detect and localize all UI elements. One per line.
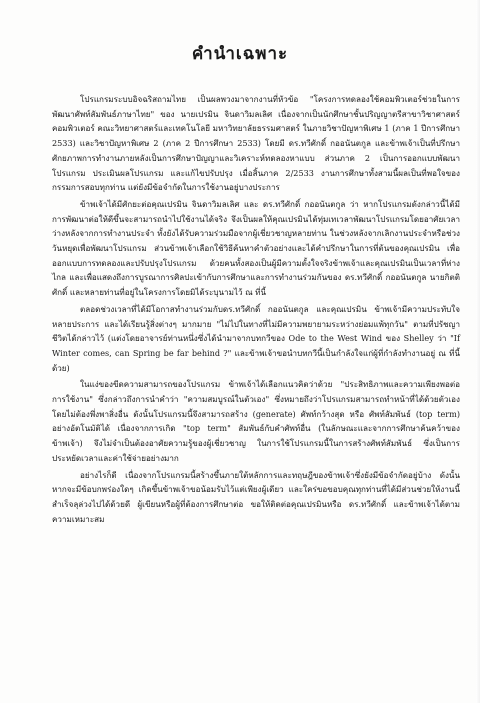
body-text xyxy=(52,92,460,526)
paragraph-5: อย่างไรก็ดี เนื่องจากโปรแกรมนี้สร้างขึ้นภายใต้หลักการและทฤษฎีของข้าพเจ้าซึ่งยังมีข้อจำกัดอยู่บ้าง ดังนั้น หากจะมีข้อบกพร่องใดๆ เกิดขึ้นข้าพเจ้าขอน้อมรับไว้แต่เพียงผู้เดียว และใคร่ขอขอบคุณทุกท่านที่ได้มีส่วนช่วยให้งานนี้สำเร็จลุล่วงไปได้ด้วยดี ผู้เขียนหรือผู้ที่ต้องการศึกษาต่อ ขอให้ติดต่อคุณเปรมินหรือ ดร.ทวีศักดิ์ และข้าพเจ้าได้ตามความเหมาะสม xyxy=(52,469,460,524)
paragraph-4: ในแง่ของขีดความสามารถของโปรแกรม ข้าพเจ้าได้เลือกแนวคิดว่าด้วย "ประสิทธิภาพและความเพียงพอต่อการใช้งาน" ซึ่งกล่าวถึงการนำคำว่า "ความสมบูรณ์ในตัวเอง" ซึ่งหมายถึงว่าโปรแกรมสามารถทำหน้าที่ได้ด้วยตัวเอง โดยไม่ต้องพึ่งพาสิ่งอื่น ดังนั้นโปรแกรมนี้จึงสามารถสร้าง (generate) ศัพท์กว้างสุด หรือ ศัพท์สัมพันธ์ (top term) อย่างอัตโนมัติได้ เนื่องจากการเกิด "top term" สัมพันธ์กับคำศัพท์อื่น (ในลักษณะและจากการศึกษาค้นคว้าของข้าพเจ้า) จึงไม่จำเป็นต้องอาศัยความรู้ของผู้เชี่ยวชาญ ในการใช้โปรแกรมนี้ในการสร้างศัพท์สัมพันธ์ ซึ่งเป็นการประหยัดเวลาและค่าใช้จ่ายอย่างมาก xyxy=(52,379,460,463)
scan-edge xyxy=(476,0,480,703)
paragraph-3: ตลอดช่วงเวลาที่ได้มีโอกาสทำงานร่วมกับดร.ทวีศักดิ์ กออนันตกูล และคุณเปรมิน ข้าพเจ้ามีความประทับใจหลายประการ และได้เรียนรู้สิ่งต่างๆ มากมาย "ไม่ไปในทางที่ไม่มีความพยายามระหว่างย่อมแพ้ทุกวัน" ตามที่ปรัชญาชีวิตได้กล่าวไว้ (แต่งโดยอาจารย์ท่านหนึ่งซึ่งได้นำมาจากบทกวีของ Ode to the West Wind ของ Shelley ว่า "If Winter comes, can Spring be far behind ?" และข้าพเจ้าขอนำบทกวีนี้เป็นกำลังใจแก่ผู้ที่กำลังทำงานอยู่ ณ ที่นี้ด้วย) xyxy=(52,303,460,373)
paragraph-1: โปรแกรมระบบอิจฉริสถามไทย เป็นผลพวงมาจากงานที่หัวข้อ "โครงการทดลองใช้คอมพิวเตอร์ช่วยในการพัฒนาศัพท์สัมพันธ์ภาษาไทย" ของ นายเปรมิน จินดาวิมลเลิศ เนื่องจากเป็นนักศึกษาชั้นปริญญาตรีสาขาวิชาศาสตร์คอมพิวเตอร์ คณะวิทยาศาสตร์และเทคโนโลยี มหาวิทยาลัยธรรมศาสตร์ ในภายวิชาปัญหาพิเศษ 1 (ภาค 1 ปีการศึกษา 2533) และวิชาปัญหาพิเศษ 2 (ภาค 2 ปีการศึกษา 2533) โดยมี ดร.ทวีศักดิ์ กออนันตกูล และข้าพเจ้าเป็นที่ปรึกษา ศักยภาพการทำงานภายหลังเป็นการศึกษาปัญญาและวิเคราะห์ทดลองหาแบบ ส่วนภาค 2 เป็นการออกแบบพัฒนาโปรแกรม ประเมินผลโปรแกรม และแก้ไขปรับปรุง เมื่อสิ้นภาค 2/2533 งานการศึกษาทั้งสามนี้ผลเป็นที่พอใจของกรรมการสอบทุกท่าน แต่ยังมีข้อจำกัดในการใช้งานอยู่บางประการ xyxy=(52,94,460,193)
page-title: คำนำเฉพาะ xyxy=(191,44,289,64)
paragraph-2: ข้าพเจ้าได้มีศักยะต่อคุณเปรมิน จินดาวิมลเลิศ และ ดร.ทวีศักดิ์ กออนันตกูล ว่า หากโปรแกรมดังกล่าวนี้ได้มีการพัฒนาต่อให้ดีขึ้นจะสามารถนำไปใช้งานได้จริง จึงเป็นผลให้คุณเปรมินได้ทุ่มเทเวลาพัฒนาโปรแกรมโดยอาศัยเวลาว่างหลังจากการทำงานประจำ ทั้งยังได้รับความร่วมมือจากผู้เชี่ยวชาญหลายท่าน ในช่วงหลังจากเลิกงานประจำหรือช่วงวันหยุดเพื่อพัฒนาโปรแกรม ส่วนข้าพเจ้าเลือกใช้วิธีค้นหาคำตัวอย่างและได้คำปรึกษาในการที่ต้นของคุณเปรมิน เพื่อออกแบบการทดลองและปรับปรุงโปรแกรม ด้วยคนทั้งสองเป็นผู้มีความตั้งใจจริงข้าพเจ้าและคุณเปรมินเป็นเวลาที่ห่างไกล และเพื่อแสดงถึงการบูรณาการศิลปะเข้ากับการศึกษาและการทำงานร่วมกันของ ดร.ทวีศักดิ์ กออนันตกูล นายกิตติศักดิ์ และหลายท่านที่อยู่ในโครงการโดยมิได้ระบุนามไว้ ณ ที่นี้ xyxy=(52,198,460,298)
